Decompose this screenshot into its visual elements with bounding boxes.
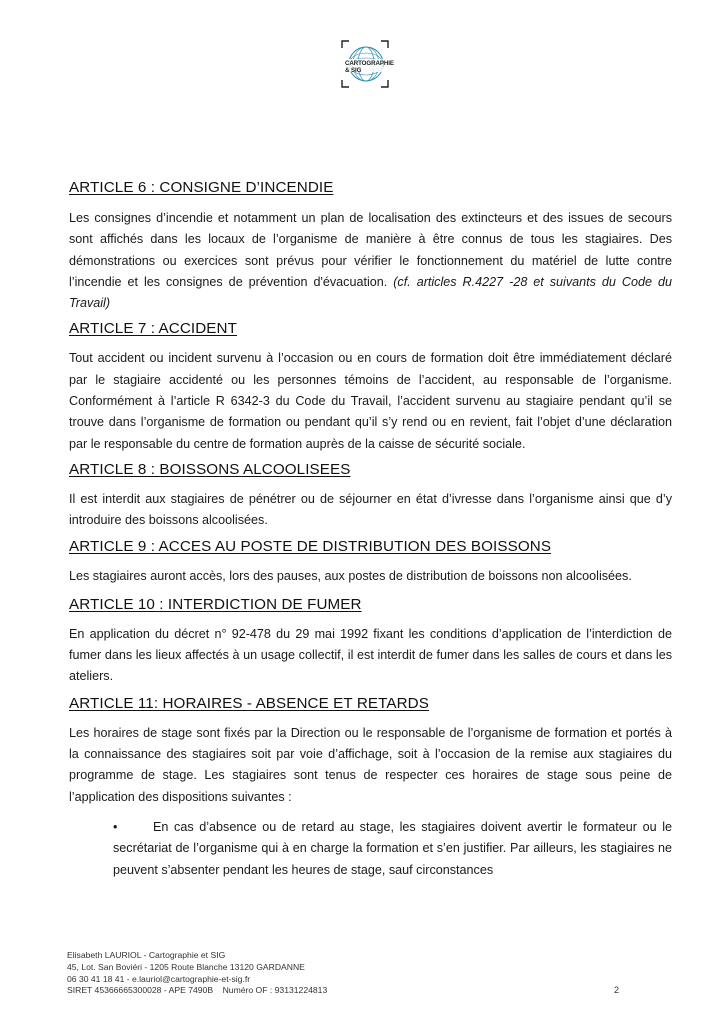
article-7-title: ARTICLE 7 : ACCIDENT — [69, 320, 237, 338]
article-8-body: Il est interdit aux stagiaires de pénétrer ou de séjourner en état d’ivresse dans l’organisme ainsi que d’y introduire des boissons alcoolisées. — [69, 491, 672, 528]
article-8-title: ARTICLE 8 : BOISSONS ALCOOLISEES — [69, 460, 351, 478]
logo-text-line2: & SIG — [345, 67, 362, 74]
article-11-title: ARTICLE 11: HORAIRES - ABSENCE ET RETARDS — [69, 694, 429, 712]
footer-address: 45, Lot. San Boviéri - 1205 Route Blanche 13120 GARDANNE — [67, 961, 305, 972]
document-body — [69, 178, 672, 881]
article-7-body: Tout accident ou incident survenu à l’occasion ou en cours de formation doit être immédiatement déclaré par le stagiaire accidenté ou les personnes témoins de l’accident, au responsable de l’organisme. Conformément à l’article R 6342-3 du Code du Travail, l’accident survenu au stagiaire pendant qu’il se trouve dans l’organisme de formation ou pendant qu’il s’y rend ou en revient, fait l’objet d’une déclaration par le responsable du centre de formation auprès de la caisse de sécurité sociale. — [69, 351, 672, 451]
list-item-text: En cas d’absence ou de retard au stage, les stagiaires doivent avertir le formateur ou le secrétariat de l’organisme qui à en charge la formation et s’en justifier. Par ailleurs, les stagiaires ne peuvent s’absenter pendant les heures de stage, sauf circonstances — [113, 819, 672, 877]
footer-registration: SIRET 45366665300028 - APE 7490B Numéro OF : 93131224813 — [67, 985, 328, 996]
article-11 — [69, 694, 672, 881]
logo-text-line1: CARTOGRAPHIE — [345, 60, 394, 67]
article-6-text: Les consignes d’incendie et notamment un plan de localisation des extincteurs et des issues de secours sont affichés dans les locaux de l’organisme de manière à être connus de tous les stagiaires. Des démonstrations ou exercices sont prévus pour vérifier le fonctionnement du matériel de lutte contre l’incendie et les consignes de prévention d'évacuation. — [69, 211, 672, 289]
article-9-body: Les stagiaires auront accès, lors des pauses, aux postes de distribution de boissons non alcoolisées. — [69, 568, 632, 583]
company-logo — [339, 38, 394, 90]
bullet-icon: • — [113, 819, 118, 834]
article-6-body — [69, 208, 672, 314]
article-6-title: ARTICLE 6 : CONSIGNE D’INCENDIE — [69, 179, 334, 196]
article-7 — [69, 319, 672, 454]
footer-contact: 06 30 41 18 41 - e.lauriol@cartographie-et-sig.fr — [67, 973, 251, 984]
article-11-body: Les horaires de stage sont fixés par la Direction ou le responsable de l’organisme de formation et portés à la connaissance des stagiaires soit par voie d’affichage, soit à l’occasion de la remise aux stagiaires du programme de stage. Les stagiaires sont tenus de respecter ces horaires de stage sous peine de l’application des dispositions suivantes : — [69, 725, 672, 804]
page-number: 2 — [614, 985, 620, 995]
article-9-title: ARTICLE 9 : ACCES AU POSTE DE DISTRIBUTION DES BOISSONS — [69, 537, 552, 555]
article-8 — [69, 460, 672, 532]
article-10-title: ARTICLE 10 : INTERDICTION DE FUMER — [69, 595, 362, 613]
footer-company: Elisabeth LAURIOL - Cartographie et SIG — [67, 950, 226, 960]
page-footer — [67, 950, 327, 997]
article-6-reference: (cf. articles R.4227 -28 et suivants du Code du Travail) — [69, 274, 672, 311]
article-10-body: En application du décret n° 92-478 du 29 mai 1992 fixant les conditions d’application de l’interdiction de fumer dans les lieux affectés à un usage collectif, il est interdit de fumer dans les salles de cours et dans les ateliers. — [69, 626, 672, 684]
list-item — [113, 817, 672, 881]
article-10 — [69, 595, 672, 688]
article-6 — [69, 178, 672, 314]
article-9 — [69, 537, 672, 587]
